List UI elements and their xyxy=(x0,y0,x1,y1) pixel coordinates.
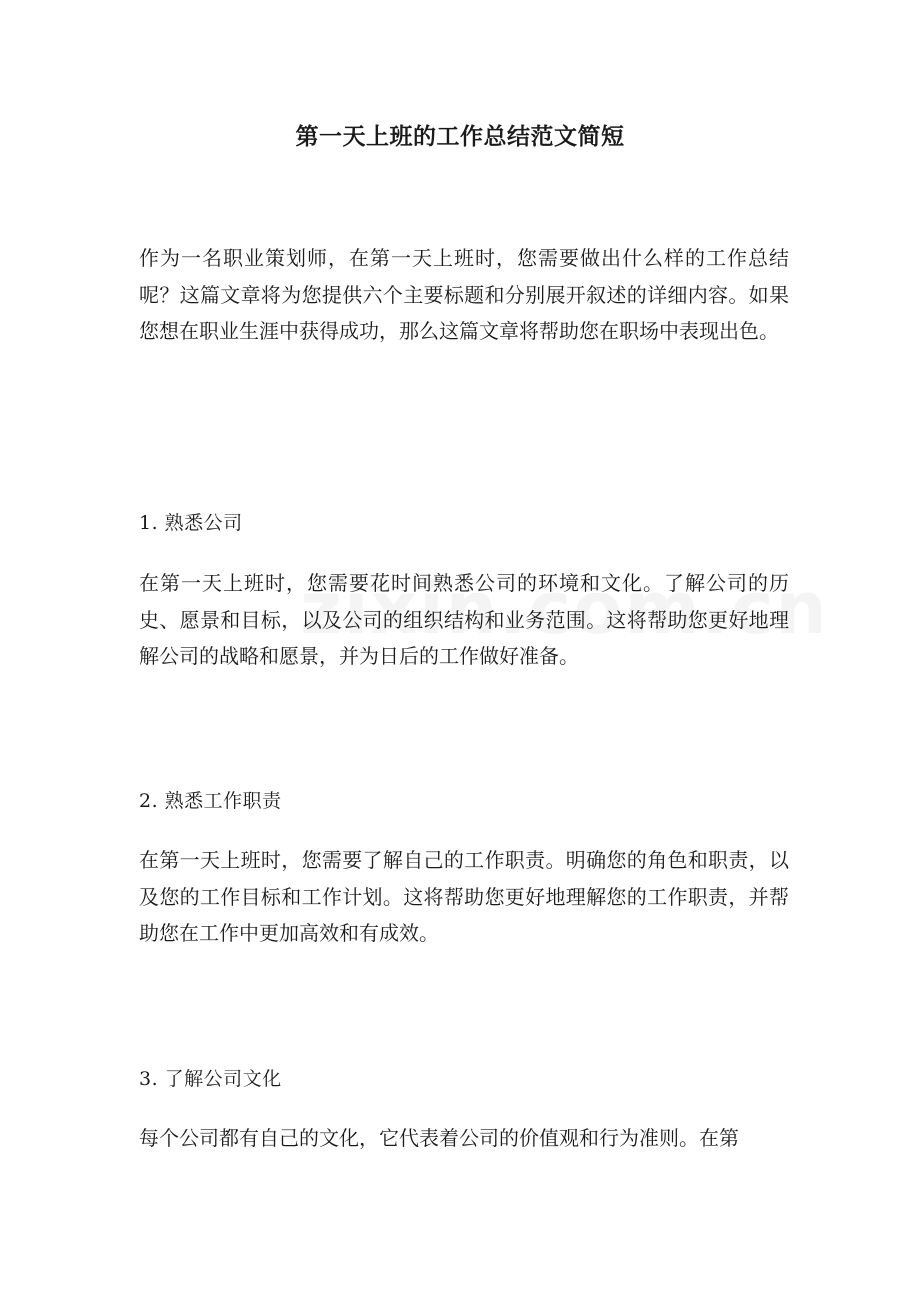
document-title: 第一天上班的工作总结范文简短 xyxy=(295,123,625,150)
section-body-2: 在第一天上班时，您需要了解自己的工作职责。明确您的角色和职责，以及您的工作目标和工作计划。这将帮助您更好地理解您的工作职责，并帮助您在工作中更加高效和有成效。 xyxy=(139,848,789,945)
section-heading-1: 1. 熟悉公司 xyxy=(139,512,243,534)
section-heading-3: 3. 了解公司文化 xyxy=(139,1068,282,1090)
section-heading-2: 2. 熟悉工作职责 xyxy=(139,790,282,812)
intro-paragraph: 作为一名职业策划师，在第一天上班时，您需要做出什么样的工作总结呢？这篇文章将为您提供六个主要标题和分别展开叙述的详细内容。如果您想在职业生涯中获得成功，那么这篇文章将帮助您在职场中表现出色。 xyxy=(139,246,789,343)
section-body-3: 每个公司都有自己的文化，它代表着公司的价值观和行为准则。在第 xyxy=(139,1126,739,1150)
section-body-1: 在第一天上班时，您需要花时间熟悉公司的环境和文化。了解公司的历史、愿景和目标，以及公司的组织结构和业务范围。这将帮助您更好地理解公司的战略和愿景，并为日后的工作做好准备。 xyxy=(139,571,789,668)
